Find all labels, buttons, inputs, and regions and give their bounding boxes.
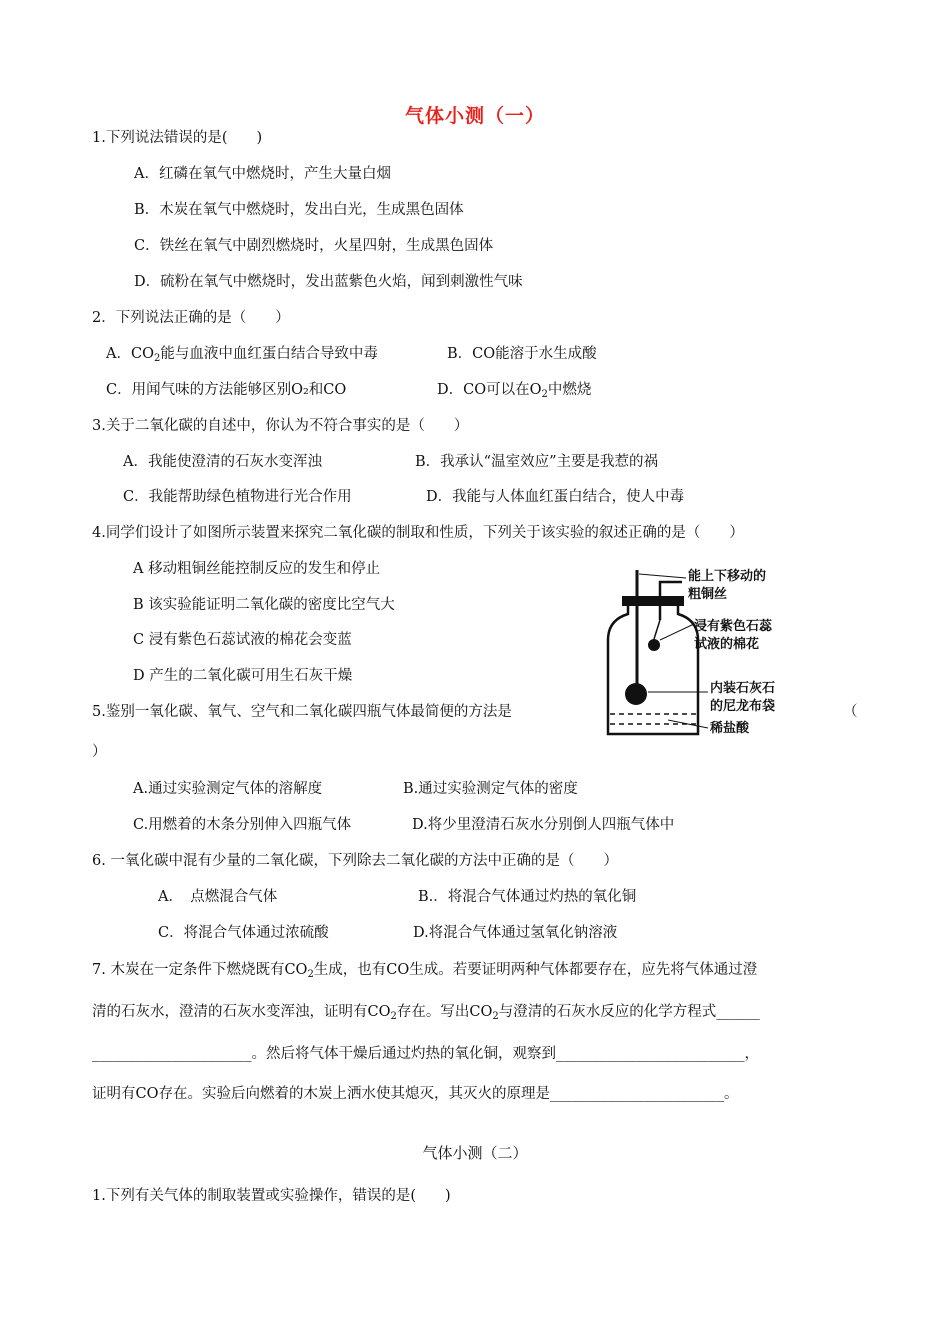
q5-option-c: C.用燃着的木条分别伸入四瓶气体	[133, 817, 352, 833]
q3-option-a: A．我能使澄清的石灰水变浑浊	[123, 454, 322, 470]
q1-option-b: B．木炭在氧气中燃烧时，发出白光，生成黑色固体	[134, 202, 464, 218]
q5-paren-open: （	[843, 704, 858, 720]
q2-option-c: C．用闻气味的方法能够区别O₂和CO	[106, 382, 347, 398]
q2-option-b: B．CO能溶于水生成酸	[447, 346, 597, 362]
q5-option-b: B.通过实验测定气体的密度	[403, 781, 578, 797]
q7-line-4: 证明有CO存在。实验后向燃着的木炭上洒水使其熄灭，其灭火的原理是________________________。	[92, 1086, 739, 1102]
q6-stem: 6. 一氧化碳中混有少量的二氧化碳，下列除去二氧化碳的方法中正确的是（ ）	[92, 853, 618, 869]
fig-label-cotton-2: 试液的棉花	[694, 637, 760, 652]
apparatus-figure	[590, 562, 830, 740]
fig-label-bag-1: 内装石灰石	[710, 681, 776, 696]
q5-paren-close: ）	[92, 744, 107, 760]
q3-option-d: D．我能与人体血红蛋白结合，使人中毒	[426, 489, 685, 505]
q6-option-b: B.．将混合气体通过灼热的氧化铜	[418, 889, 637, 905]
section2-q1-stem: 1.下列有关气体的制取装置或实验操作，错误的是( )	[92, 1188, 451, 1204]
q5-option-d: D.将少里澄清石灰水分别倒人四瓶气体中	[412, 817, 675, 833]
q2-option-d: D．CO可以在$O_2$中燃烧	[437, 382, 592, 400]
q6-option-a: A． 点燃混合气体	[158, 889, 278, 905]
fig-label-wire-1: 能上下移动的	[688, 569, 767, 584]
q3-option-c: C．我能帮助绿色植物进行光合作用	[123, 489, 352, 505]
q5-stem: 5.鉴别一氧化碳、氧气、空气和二氧化碳四瓶气体最简便的方法是	[92, 704, 512, 720]
stopper-shape	[622, 596, 684, 606]
q7-line-3: ______________________。然后将气体干燥后通过灼热的氧化铜，观察到__________________________，	[92, 1046, 759, 1062]
page-title: 气体小测（一）	[404, 105, 545, 127]
q4-option-c: C 浸有紫色石蕊试液的棉花会变蓝	[133, 632, 352, 648]
q6-option-c: C．将混合气体通过浓硫酸	[158, 925, 329, 941]
q4-option-d: D 产生的二氧化碳可用生石灰干燥	[133, 668, 353, 684]
fig-label-bag-2: 的尼龙布袋	[710, 699, 776, 714]
q3-stem: 3.关于二氧化碳的自述中，你认为不符合事实的是（ ）	[92, 418, 469, 434]
q2-stem: 2．下列说法正确的是（ ）	[92, 310, 290, 326]
q7-line-1: 7. 木炭在一定条件下燃烧既有$CO_2$生成，也有CO生成。若要证明两种气体都要存在，应先将气体通过澄	[92, 962, 758, 980]
q4-option-b: B 该实验能证明二氧化碳的密度比空气大	[133, 597, 395, 613]
q1-option-d: D．硫粉在氧气中燃烧时，发出蓝紫色火焰，闻到刺激性气味	[134, 274, 523, 290]
q6-option-d: D.将混合气体通过氢氧化钠溶液	[413, 925, 618, 941]
q4-stem: 4.同学们设计了如图所示装置来探究二氧化碳的制取和性质，下列关于该实验的叙述正确的是（ ）	[92, 525, 744, 541]
cotton-ball-shape	[648, 639, 660, 651]
q5-option-a: A.通过实验测定气体的溶解度	[133, 781, 323, 797]
q4-option-a: A 移动粗铜丝能控制反应的发生和停止	[133, 561, 381, 577]
q1-stem: 1.下列说法错误的是( )	[92, 130, 263, 146]
q3-option-b: B．我承认“温室效应”主要是我惹的祸	[415, 454, 658, 470]
q1-option-c: C．铁丝在氧气中剧烈燃烧时，火星四射，生成黑色固体	[134, 238, 494, 254]
q2-option-a: A．$CO_2$能与血液中血红蛋白结合导致中毒	[106, 346, 378, 364]
fig-label-wire-2: 粗铜丝	[688, 587, 728, 602]
section2-title: 气体小测（二）	[422, 1144, 528, 1162]
q7-line-2: 清的石灰水，澄清的石灰水变浑浊，证明有$CO_2$存在。写出$CO_2$与澄清的石灰水反应的化学方程式______	[92, 1004, 760, 1022]
q1-option-a: A．红磷在氧气中燃烧时，产生大量白烟	[134, 166, 391, 182]
fig-label-acid: 稀盐酸	[710, 721, 750, 736]
fig-label-cotton-1: 浸有紫色石蕊	[694, 619, 773, 634]
limestone-bag-shape	[625, 683, 647, 705]
